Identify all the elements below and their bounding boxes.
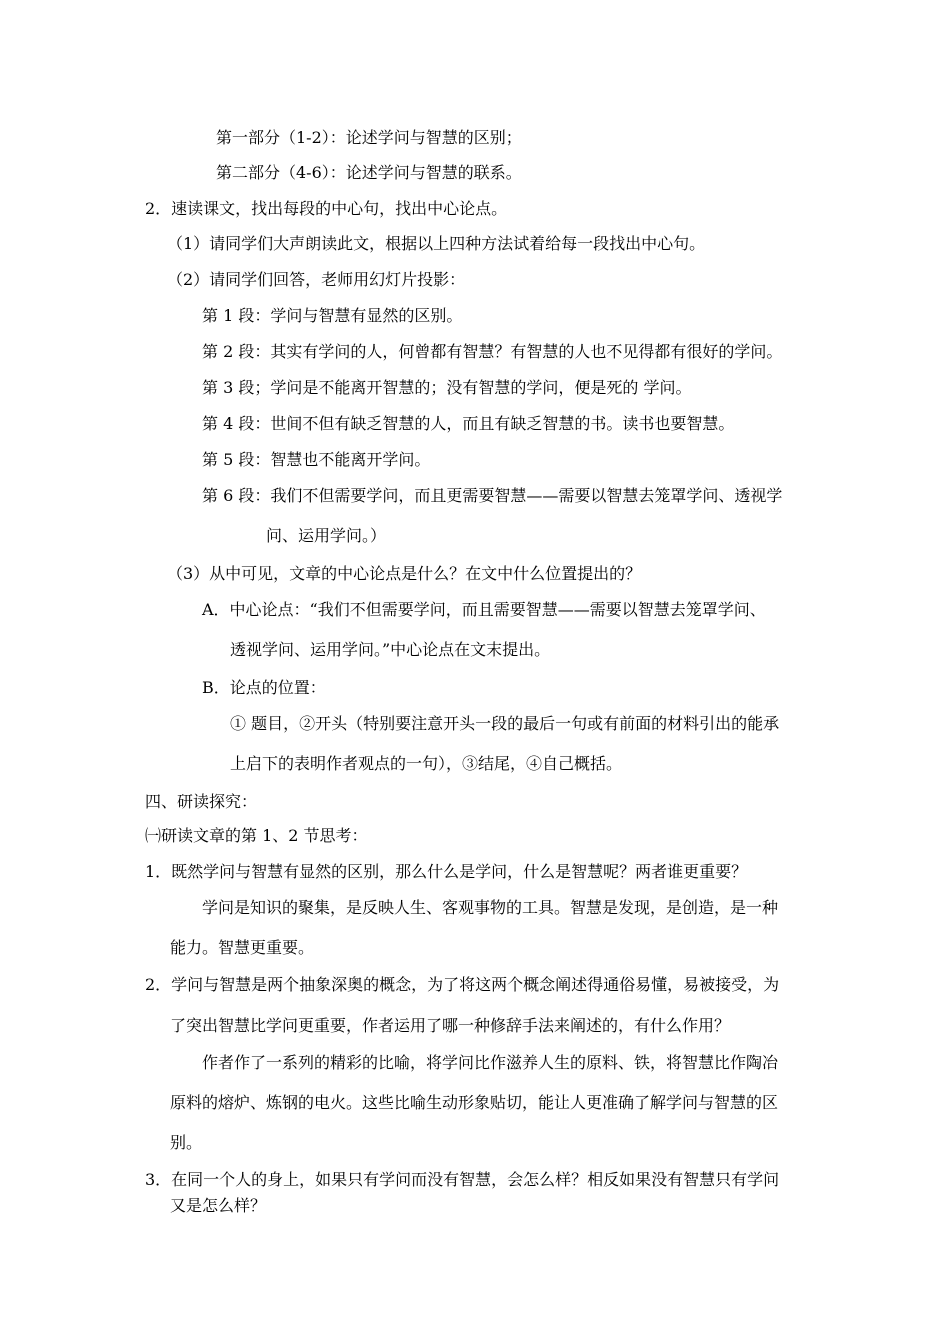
reading-question-2: 2．学问与智慧是两个抽象深奥的概念，为了将这两个概念阐述得通俗易懂，易被接受，为	[145, 975, 780, 994]
reading-answer-1-cont: 能力。智慧更重要。	[170, 938, 315, 957]
argument-position-list: ① 题目，②开头（特别要注意开头一段的最后一句或有前面的材料引出的能承	[230, 714, 780, 733]
reading-question-2-cont: 了突出智慧比学问更重要，作者运用了哪一种修辞手法来阐述的，有什么作用？	[170, 1016, 731, 1035]
reading-answer-1: 学问是知识的聚集，是反映人生、客观事物的工具。智慧是发现，是创造，是一种	[202, 898, 779, 917]
question-2: 2．速读课文，找出每段的中心句，找出中心论点。	[145, 199, 508, 218]
outline-part-two: 第二部分（4-6）：论述学问与智慧的联系。	[216, 163, 522, 182]
question-2-step-1: （1）请同学们大声朗读此文，根据以上四种方法试着给每一段找出中心句。	[167, 234, 706, 253]
paragraph-6-summary: 第 6 段：我们不但需要学问，而且更需要智慧——需要以智慧去笼罩学问、透视学	[202, 486, 783, 505]
reading-question-1: 1．既然学问与智慧有显然的区别，那么什么是学问，什么是智慧呢？两者谁更重要？	[145, 862, 748, 881]
paragraph-6-summary-cont: 问、运用学问。）	[266, 526, 387, 545]
reading-question-3-cont: 又是怎么样？	[170, 1196, 267, 1215]
reading-answer-2-end: 别。	[170, 1133, 203, 1152]
reading-question-3: 3．在同一个人的身上，如果只有学问而没有智慧，会怎么样？相反如果没有智慧只有学问	[145, 1170, 780, 1189]
argument-position-list-cont: 上启下的表明作者观点的一句），③结尾，④自己概括。	[230, 754, 623, 773]
subsection-heading-1: ㈠研读文章的第 1、2 节思考：	[145, 826, 368, 845]
central-argument-a-cont: 透视学问、运用学问。”中心论点在文末提出。	[230, 640, 551, 659]
paragraph-2-summary: 第 2 段：其实有学问的人，何曾都有智慧？有智慧的人也不见得都有很好的学问。	[202, 342, 783, 361]
paragraph-5-summary: 第 5 段：智慧也不能离开学问。	[202, 450, 431, 469]
paragraph-4-summary: 第 4 段：世间不但有缺乏智慧的人，而且有缺乏智慧的书。读书也要智慧。	[202, 414, 735, 433]
reading-answer-2: 作者作了一系列的精彩的比喻，将学问比作滋养人生的原料、铁，将智慧比作陶冶	[202, 1053, 779, 1072]
reading-answer-2-cont: 原料的熔炉、炼钢的电火。这些比喻生动形象贴切，能让人更准确了解学问与智慧的区	[170, 1093, 779, 1112]
paragraph-1-summary: 第 1 段：学问与智慧有显然的区别。	[202, 306, 463, 325]
section-heading-4: 四、研读探究：	[145, 792, 258, 811]
outline-part-one: 第一部分（1-2）：论述学问与智慧的区别；	[216, 128, 522, 147]
question-2-step-2: （2）请同学们回答，老师用幻灯片投影：	[167, 270, 466, 289]
paragraph-3-summary: 第 3 段；学问是不能离开智慧的；没有智慧的学问，便是死的 学问。	[202, 378, 692, 397]
central-argument-a: A．中心论点：“我们不但需要学问，而且需要智慧——需要以智慧去笼罩学问、	[202, 600, 766, 619]
argument-position-b: B．论点的位置：	[202, 678, 326, 697]
question-2-step-3: （3）从中可见，文章的中心论点是什么？在文中什么位置提出的？	[167, 564, 642, 583]
